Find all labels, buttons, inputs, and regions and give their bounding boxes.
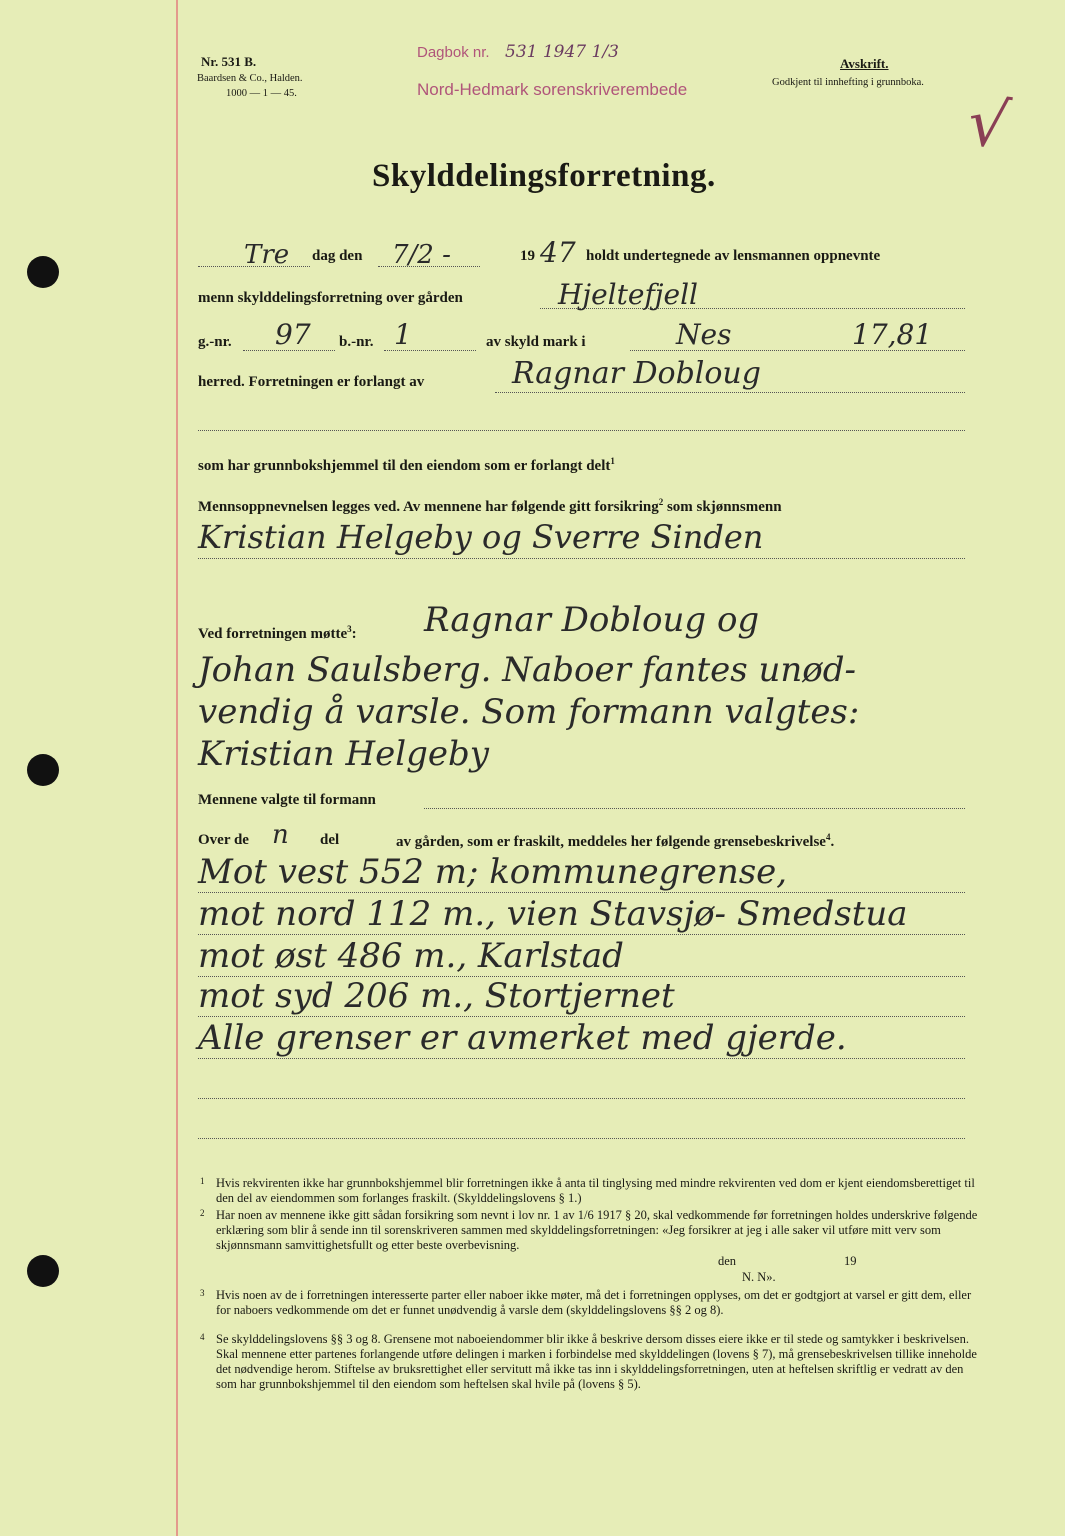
footnote-3-number: 3 [200, 1288, 205, 1298]
handwritten-gnr: 97 [275, 318, 311, 351]
handwritten-attendees: Ragnar Dobloug og [424, 600, 760, 640]
handwritten-place: Nes [676, 318, 732, 351]
label-mennsoppnevnelsen: Mennsoppnevnelsen legges ved. Av mennene har følgende gitt forsikring$^2$ som skjønnsmenn [198, 497, 782, 515]
check-mark: √ [963, 85, 1014, 165]
label-formann: Mennene valgte til formann [198, 792, 376, 808]
boundary-line: Mot vest 552 m; kommunegrense, [198, 852, 788, 892]
print-code: 1000 — 1 — 45. [226, 88, 297, 99]
label-holdt: holdt undertegnede av lensmannen oppnevnte [586, 248, 881, 264]
handwritten-n: n [272, 820, 289, 850]
label-grunnbokshjemmel: som har grunnbokshjemmel til den eiendom som er forlangt delt$^1$ [198, 456, 615, 474]
handwritten-line-10: vendig å varsle. Som formann valgtes: [198, 692, 860, 732]
label-gaarden: menn skylddelingsforretning over gården [198, 290, 463, 306]
label-over-de: Over de [198, 832, 249, 848]
label-bnr: b.-nr. [339, 334, 374, 350]
handwritten-farm: Hjeltefjell [558, 278, 698, 311]
page-title: Skylddelingsforretning. [372, 158, 716, 194]
handwritten-year: 47 [540, 236, 576, 269]
handwritten-appraisers: Kristian Helgeby og Sverre Sinden [198, 518, 764, 556]
footnote-1: Hvis rekvirenten ikke har grunnbokshjemmel blir forretningen ikke å anta til tinglysing med mindre rekvirenten ved dom er kjent eiendomsberettiget til den del av eiendommen som forlanges fraskilt. (Skylddelingslovens § 1.) [216, 1176, 975, 1205]
footnote-2: Har noen av mennene ikke gitt sådan forsikring som nevnt i lov nr. 1 av 1/6 1917 § 20, skal vedkommende før forretningen holdes underskrive følgende erklæring som blir å sende inn til sorenskriveren sammen med skylddelingsforretningen: «Jeg forsikrer at jeg i alle saker vil utføre mitt verv som skjønnsmann samvittighetsfullt og etter beste overbevisning. [216, 1208, 978, 1252]
stamp-dagbok-label: Dagbok nr. [417, 44, 490, 61]
margin-line [176, 0, 178, 1536]
handwritten-value: 17,81 [852, 318, 933, 351]
punch-hole [27, 1255, 59, 1287]
avskrift-title: Avskrift. [840, 56, 889, 71]
handwritten-line-9: Johan Saulsberg. Naboer fantes unød- [198, 650, 857, 690]
punch-hole [27, 754, 59, 786]
footnote-4: Se skylddelingslovens §§ 3 og 8. Grensene mot naboeiendommer blir ikke å beskrive dersom disses eiere ikke er til stede og samtykker i beskrivelsen. Skal mennene etter partenes forlangende utføre delingen i marken i forbindelse med skylddelingen (lovens § 7), må grensebeskrivelsen tillike inneholde det nødvendige herom. Stiftelse av bruksrettighet eller servitutt må ikke tas inn i skylddelingsforretningen, uten at heftelsen skriftlig er vedratt av den som har grunnbokshjemmel til den eiendom som heftelsen skal hvile på (lovens § 5). [216, 1332, 977, 1391]
footnote-2-year: 19 [844, 1254, 857, 1268]
handwritten-requester: Ragnar Dobloug [512, 356, 761, 391]
handwritten-line-11: Kristian Helgeby [198, 734, 489, 774]
boundary-line: mot øst 486 m., Karlstad [198, 936, 624, 976]
stamp-dagbok-value: 531 1947 1/3 [505, 42, 619, 62]
form-number: Nr. 531 B. [201, 54, 257, 69]
boundary-line: mot nord 112 m., vien Stavsjø- Smedstua [198, 894, 908, 934]
handwritten-day: Tre [244, 240, 290, 270]
label-dag-den: dag den [312, 248, 363, 264]
footnote-1-number: 1 [200, 1176, 205, 1186]
label-forlangt: herred. Forretningen er forlangt av [198, 374, 425, 390]
label-gnr: g.-nr. [198, 334, 232, 350]
handwritten-bnr: 1 [394, 318, 412, 351]
label-motte: Ved forretningen møtte$^3$: [198, 624, 357, 642]
boundary-line: Alle grenser er avmerket med gjerde. [198, 1018, 847, 1058]
label-skyld: av skyld mark i [486, 334, 586, 350]
handwritten-date: 7/2 - [392, 240, 451, 270]
footnote-2-number: 2 [200, 1208, 205, 1218]
label-grensebeskrivelse: av gården, som er fraskilt, meddeles her følgende grensebeskrivelse$^4$. [396, 832, 835, 850]
punch-hole [27, 256, 59, 288]
footnote-4-number: 4 [200, 1332, 205, 1342]
label-del: del [320, 832, 340, 848]
label-year: 19 [520, 248, 535, 264]
footnote-2-den: den [718, 1254, 737, 1268]
footnote-3: Hvis noen av de i forretningen interesserte parter eller naboer ikke møter, må det i forretningen opplyses, om det er godtgjort at varsel er gitt dem, eller for naboers vedkommende om det er funnet unødvendig å varsle dem (skylddelingslovens §§ 2 og 8). [216, 1288, 972, 1317]
boundary-line: mot syd 206 m., Stortjernet [198, 976, 675, 1016]
footnote-2-sign: N. N». [742, 1270, 776, 1284]
stamp-office: Nord-Hedmark sorenskriverembede [417, 80, 688, 99]
avskrift-note: Godkjent til innhefting i grunnboka. [772, 77, 924, 88]
publisher: Baardsen & Co., Halden. [197, 73, 303, 84]
